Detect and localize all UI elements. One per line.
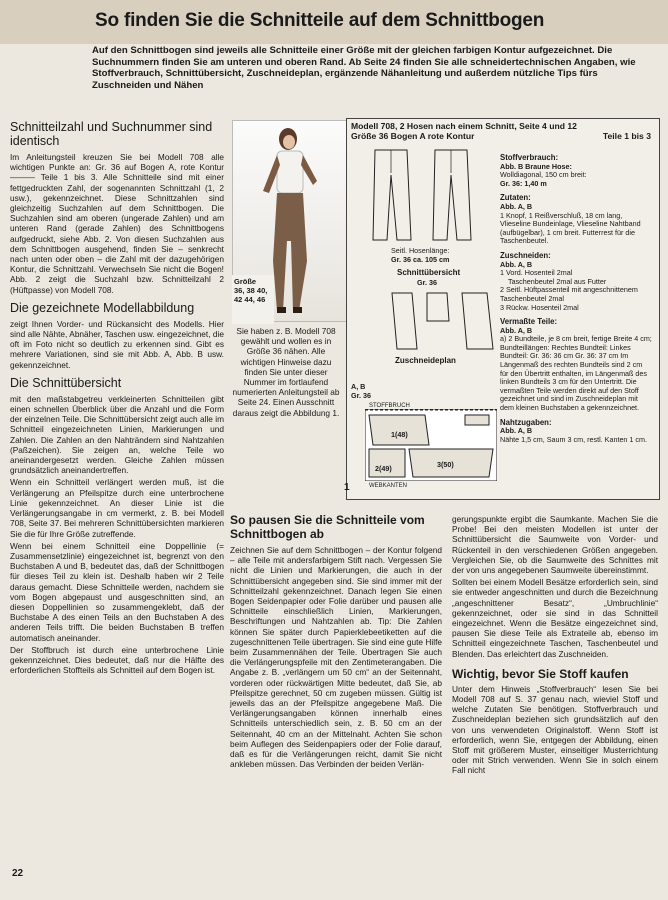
pattern-overview	[387, 291, 497, 351]
intro-text: Auf den Schnittbogen sind jeweils alle Schnitteile einer Größe mit der gleichen farbigen Kontur aufgezeichnet. Die Suchnummern finden Sie am unteren und oberen Rand. Ab Seite 24 finden Sie alle schneidertechnischen Angaben, wie Stoffverbrauch, Schnittübersicht, Zuschneideplan, ergänzende Nähanleitung und außerdem nützliche Tips fürs Zuschneiden und Nähen	[92, 45, 636, 91]
left-column	[10, 120, 224, 677]
zuschneiden-1b: Taschenbeutel 2mal aus Futter	[508, 276, 607, 286]
figure-info-panel	[500, 154, 652, 444]
figure-number: 1	[344, 482, 350, 493]
heading-schnittuebersicht: Die Schnittübersicht	[10, 375, 122, 390]
figure-header-line2-right: Teile 1 bis 3	[602, 131, 651, 141]
stoff-line3: Gr. 36: 1,40 m	[500, 178, 547, 188]
size-box	[232, 275, 274, 324]
paragraph: Zeichnen Sie auf dem Schnittbogen – der Kontur folgend – alle Teile mit andersfarbigem Stift nach. Vergessen Sie nicht die Linien und Markierungen, die auch in der Schnittübersicht angegeben sind. Sie sind immer mit der Schnitteilzahl gekennzeichnet. Danach legen Sie einen Bogen Seidenpapier oder Folie darüber und pausen alle Schnitteile einschließlich Linien, Markierungen, Beschriftungen und Nahtzahlen ab. Tip: Die Zahlen können Sie später durch Papierklebeetiketten auf die zugeschnittenen Teile übertragen. Sie sind eine gute Hilfe beim Zusammennähen der Teile. Übertragen Sie auch die Verlängerungspfeile mit den Zentimeterangaben. Die Angabe z. B. „verlängern um 50 cm“ an der Seitennaht, vorderen oder rückwärtigen Mitte bedeutet, daß Sie, ab Pfeilspitze gerechnet, 50 cm zugeben müssen. Gültig ist jeweils das an der Pfeilspitze angegebene Maß. Die Verlängerungsangaben können innerhalb eines Schnitteils unterschiedlich sein, z. B. 50 cm an der Seitennaht, 40 cm an der Mittelnaht. Achten Sie schon beim Auflegen des Seidenpapiers oder der Folie darauf, daß es für die Verlängerungen reicht, damit Sie nicht ankleben müssen. Das Verbinden der beiden Verlän-	[230, 545, 442, 770]
paragraph: Wenn bei einem Schnitteil eine Doppellinie (= Zusammensetzlinie) eingezeichnet ist, begrenzt von den Buchstaben A und B, bedeutet das, daß der Schnittbogen für dieses Teil zu klein ist. Deshalb haben wir 2 Teile daraus gemacht. Diese Schnitteile werden, nachdem sie vom Bogen abgepaust und ausgeschnitten sind, an diesen Doppellinien so zusammengeklebt, daß der Buchstabe A des einen Teils an den Buchstaben A des anderen Teils trifft. Die beiden Buchstaben B treffen automatisch aneinander.	[10, 540, 224, 643]
stoff-title: Stoffverbrauch:	[500, 153, 559, 162]
zuschneiden-1: 1 Vord. Hosenteil 2mal	[500, 268, 573, 278]
model-sketch	[355, 145, 495, 245]
page-title: So finden Sie die Schnitteile auf dem Schnittbogen	[95, 10, 545, 31]
paragraph: Sollten bei einem Modell Besätze erforderlich sein, sind sie entweder angeschnitten und durch die Bezeichnung „angeschnittener Besatz“, „Umbruchlinie“ gekennzeichnet, oder sie sind in das Schnitteil eingezeichnet. Wenn die Besätze eingezeichnet sind, pausen Sie diese Teile als Extrateile ab, ebenso im Schnitteil eingezeichnete Taschen, Taschenbeutel und Blenden. Das erleichtert das Zuschneiden.	[452, 577, 658, 659]
paragraph: Unter dem Hinweis „Stoffverbrauch“ lesen Sie bei Modell 708 auf S. 37 genau nach, wieviel Stoff und welche Zutaten Sie benötigen. Stoffverbrauch und Zuschneideplan beziehen sich grundsätzlich auf den von uns verwendeten Originalstoff. Wenn Stoff ist erforderlich, wenn Sie, entgegen der Abbildung, einen Stoff mit größerem Muster, einseitiger Musterrichtung oder mit Strich verwenden. Wenn Sie in solch einem Fall nicht	[452, 683, 658, 776]
paragraph: zeigt Ihnen Vorder- und Rückansicht des Modells. Hier sind alle Nähte, Abnäher, Taschen usw. eingezeichnet, die oft im Foto nicht so deutlich zu erkennen sind. Gibt es mehrere Variationen, sind sie mit Abb. A, Abb. B usw. gekennzeichnet.	[10, 318, 224, 370]
page-number: 22	[12, 868, 24, 879]
piece-2-label: 2(49)	[375, 464, 392, 473]
nahtzugaben-sub: Abb. A, B	[500, 426, 533, 436]
side-length-label: Seitl. Hosenlänge:	[391, 246, 450, 255]
figure-header-line2-left: Größe 36 Bogen A rote Kontur	[351, 131, 475, 141]
zutaten-title: Zutaten:	[500, 193, 531, 203]
photo-caption: Sie haben z. B. Modell 708 gewählt und wollen es in Größe 36 nähen. Alle wichtigen Hinweise dazu finden Sie unter dieser Nummer im fortlaufend numerierten Anleitungsteil ab Seite 24. Einen Ausschnitt daraus zeigt die Abbildung 1.	[232, 326, 340, 418]
piece-3-label: 3(50)	[437, 460, 454, 469]
stoff-line2: Wolldiagonal, 150 cm breit:	[500, 170, 587, 180]
side-length-value: Gr. 36 ca. 105 cm	[391, 255, 450, 264]
schnittuebersicht-label: Schnittübersicht	[397, 268, 461, 277]
middle-column	[230, 513, 442, 771]
figure-header	[351, 121, 651, 141]
heading-modellabbildung: Die gezeichnete Modellabbildung	[10, 300, 195, 315]
right-column	[452, 514, 658, 778]
vermasste-text: a) 2 Bundteile, je 8 cm breit, fertige Breite 4 cm; Bundteillängen: Rechtes Bundteil: Linkes Bundteil: Gr. 36: 36 cm Gr. 36: 37 cm Im Längenmaß des rechten Bundteils sind 2 cm für den Übertritt enthalten, im Längenmaß des linken Bundteils 3 cm für den Untertritt. Die vermaßten Teile werden direkt auf den Stoff gezeichnet und sind im Zuschneideplan mit dem kleinen Buchstaben a gekennzeichnet.	[500, 334, 652, 413]
zuschneideplan-size: Gr. 36	[351, 391, 371, 400]
zuschneideplan-label: Zuschneideplan	[395, 356, 456, 365]
nahtzugaben-title: Nahtzugaben:	[500, 417, 552, 427]
paragraph: Der Stoffbruch ist durch eine unterbrochene Linie gekennzeichnet. Dies bedeutet, daß nur die Hälfte des erforderlichen Stoffteils als Schnitteil auf dem Bogen ist.	[10, 644, 224, 676]
nahtzugaben-text: Nähte 1,5 cm, Saum 3 cm, restl. Kanten 1 cm.	[500, 434, 648, 444]
zuschneiden-2: 2 Seitl. Hüftpassenteil mit angeschnittenem Taschenbeutel 2mal	[500, 285, 638, 303]
zuschneiden-sub: Abb. A, B	[500, 259, 533, 269]
vermasste-title: Vermaßte Teile:	[500, 317, 558, 327]
stoff-line1: Abb. B Braune Hose:	[500, 161, 572, 171]
paragraph: gerungspunkte ergibt die Saumkante. Machen Sie die Probe! Bei den meisten Modellen ist unter der Schnittübersicht die Saumweite von Vorder- und Rückenteil in den verschiedenen Größen angegeben. Vergleichen Sie, ob die Saumweite des Schnittes mit der von uns angegebenen Saumweite übereinstimmt.	[452, 514, 658, 576]
zuschneideplan-variant: A, B	[351, 382, 366, 391]
heading-stoff-kaufen: Wichtig, bevor Sie Stoff kaufen	[452, 666, 629, 681]
zutaten-sub: Abb. A, B	[500, 201, 533, 211]
size-label: Größe	[234, 277, 257, 286]
vermasste-sub: Abb. A, B	[500, 325, 533, 335]
paragraph: mit den maßstabgetreu verkleinerten Schnitteilen gibt einen schnellen Überblick über die Anzahl und die Form der einzelnen Teile. Die Schnittübersicht zeigt auch alle im Schnitteil eingezeichneten Linien, Markierungen und Zahlen. Die Zahlen an den Nahträndern sind Nahtzahlen (Paßzeichen). Sie zeigen an, welche Teile wo aneinandergesetzt werden. Gleiche Zahlen müssen grundsätzlich aneinandertreffen.	[10, 393, 224, 476]
stoffbruch-label: STOFFBRUCH	[369, 403, 410, 409]
heading-schnitteilzahl: Schnitteilzahl und Suchnummer sind identisch	[10, 120, 213, 148]
zutaten-text: 1 Knopf, 1 Reißverschluß, 18 cm lang, Vlieseline Bundeinlage, Vlieseline Nahtband (aufbügelbar), 1 cm breit. Futterrest für die Taschenbeutel.	[500, 210, 641, 246]
paragraph: Wenn ein Schnitteil verlängert werden muß, ist die Verlängerung an Pfeilspitze durch eine unterbrochene Linie gekennzeichnet. An dieser Linie ist die Verlängerungsangabe in cm vermerkt, z. B. bei Modell 708, Seite 37. Bei mehreren Schnittübersichten markieren Sie die für Ihre Größe zutreffende.	[10, 477, 224, 539]
size-values: 36, 38 40, 42 44, 46	[234, 286, 268, 304]
figure-header-line1: Modell 708, 2 Hosen nach einem Schnitt, Seite 4 und 12	[351, 121, 577, 131]
schnittuebersicht-size: Gr. 36	[417, 278, 437, 287]
zuschneiden-3: 3 Rückw. Hosenteil 2mal	[500, 302, 579, 312]
webkanten-label: WEBKANTEN	[369, 483, 408, 489]
heading-abpausen: So pausen Sie die Schnitteile vom Schnittbogen ab	[230, 513, 425, 541]
zuschneiden-title: Zuschneiden:	[500, 250, 551, 260]
piece-1-label: 1(48)	[391, 430, 408, 439]
paragraph: Im Anleitungsteil kreuzen Sie bei Modell 708 alle wichtigen Punkte an: Gr. 36 auf Bogen A, rote Kontur ——— Teile 1 bis 3. Alle Schnitteile sind mit einer fettgedruckten Zahl, der sogenannten Schnittzahl (1, 2 usw.), gekennzeichnet. Diese Schnittzahlen sind gleichzeitig Suchzahlen auf dem Schnittbogen. Die Suchzahlen sind am oberen (ungerade Zahlen) und am unteren Rand (gerade Zahlen) des Schnittbogens aufgedruckt, siehe Abb. 2. Von diesen Suchzahlen aus dem Schnittbogen ausgehend, finden Sie – senkrecht nach unten oder oben – die Zahl mit der dazugehörigen Kontur, die Schnittzahl. Verwechseln Sie nicht die Bogen! Abb. 2 zeigt die Suchzahl bzw. Schnitteilzahl 2 (Hüftpasse) von Modell 708.	[10, 152, 224, 295]
